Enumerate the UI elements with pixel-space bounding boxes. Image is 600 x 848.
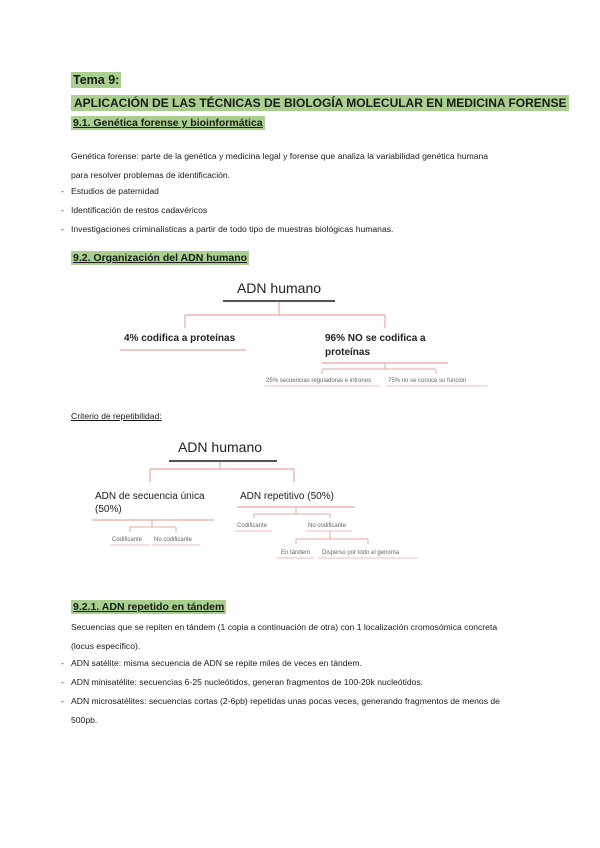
diagram1-sub-left: 25% secuencias reguladoras e intrones	[266, 378, 372, 384]
diagram2-right-sub1: Codificante	[237, 523, 268, 529]
diagram2-left-node-line2: (50%)	[95, 504, 122, 515]
diagram2-left-sub1: Codificante	[112, 537, 143, 543]
forense-paragraph-line1: Genética forense: parte de la genética y medicina legal y forense que analiza la variabilidad genética humana	[71, 151, 489, 161]
bullet-text: Investigaciones criminalísticas a partir de todo tipo de muestras biológicas humanas.	[71, 224, 394, 234]
list-item: - Estudios de paternidad	[61, 186, 159, 196]
list-item: - Identificación de restos cadavéricos	[61, 205, 208, 215]
criterio-label: Criterio de repetibilidad:	[71, 411, 162, 421]
bullet-text: ADN satélite: misma secuencia de ADN se repite miles de veces en tándem.	[71, 658, 362, 668]
diagram2-right-sub2: No codificante	[308, 523, 347, 529]
diagram1-left-node: 4% codifica a proteínas	[124, 333, 236, 344]
diagram1-root-bar	[223, 300, 335, 302]
diagram2-left-node-line1: ADN de secuencia única	[95, 491, 205, 502]
diagram2-nc-sub1: En tándem	[281, 550, 311, 556]
dna-organization-diagram	[0, 270, 600, 400]
tema-label: Tema 9:	[73, 73, 120, 87]
tandem-paragraph	[71, 618, 497, 656]
bullet-text: Identificación de restos cadavéricos	[71, 205, 208, 215]
list-item: - ADN satélite: misma secuencia de ADN se repite miles de veces en tándem.	[61, 658, 362, 668]
list-item: - Investigaciones criminalísticas a partir de todo tipo de muestras biológicas humanas.	[61, 224, 394, 234]
diagram1-right-node-line1: 96% NO se codifica a	[325, 333, 426, 344]
document-title: APLICACIÓN DE LAS TÉCNICAS DE BIOLOGÍA MOLECULAR EN MEDICINA FORENSE	[71, 95, 569, 111]
bullet-continuation: 500pb.	[71, 715, 98, 725]
diagram2-left-sub2: No codificante	[154, 537, 193, 543]
diagram2-right-node: ADN repetitivo (50%)	[240, 491, 334, 502]
section-9-1-heading: 9.1. Genética forense y bioinformática	[73, 117, 263, 129]
bullet-text: ADN microsatélites: secuencias cortas (2-6pb) repetidas unas pocas veces, generando fragmentos de menos de	[71, 696, 500, 706]
section-9-2-heading: 9.2. Organización del ADN humano	[73, 252, 248, 264]
diagram1-right-node-line2: proteínas	[325, 347, 371, 358]
list-item: - ADN minisatélite: secuencias 6-25 nucleótidos, generan fragmentos de 100-20k nucleótidos.	[61, 677, 424, 687]
diagram2-root-bar	[169, 460, 277, 462]
diagram2-nc-sub2: Disperso por todo el genoma	[322, 550, 400, 556]
list-item: - ADN microsatélites: secuencias cortas (2-6pb) repetidas unas pocas veces, generando fragmentos de menos de	[61, 696, 500, 706]
bullet-text: Estudios de paternidad	[71, 186, 159, 196]
diagram1-sub-right: 75% no se conoce su función	[388, 378, 467, 384]
forense-paragraph-line2: para resolver problemas de identificación.	[71, 170, 231, 180]
diagram1-root: ADN humano	[236, 280, 322, 296]
tandem-paragraph-line1: Secuencias que se repiten en tándem (1 copia a continuación de otra) con 1 localización cromosómica concreta	[71, 622, 498, 632]
tandem-paragraph-line2: (locus específico).	[71, 641, 141, 651]
diagram2-root: ADN humano	[177, 439, 263, 455]
bullet-text: ADN minisatélite: secuencias 6-25 nucleótidos, generan fragmentos de 100-20k nucleótidos.	[71, 677, 424, 687]
repetibility-diagram	[0, 432, 600, 567]
section-9-2-1-heading: 9.2.1. ADN repetido en tándem	[73, 601, 225, 613]
forense-paragraph	[71, 147, 488, 185]
